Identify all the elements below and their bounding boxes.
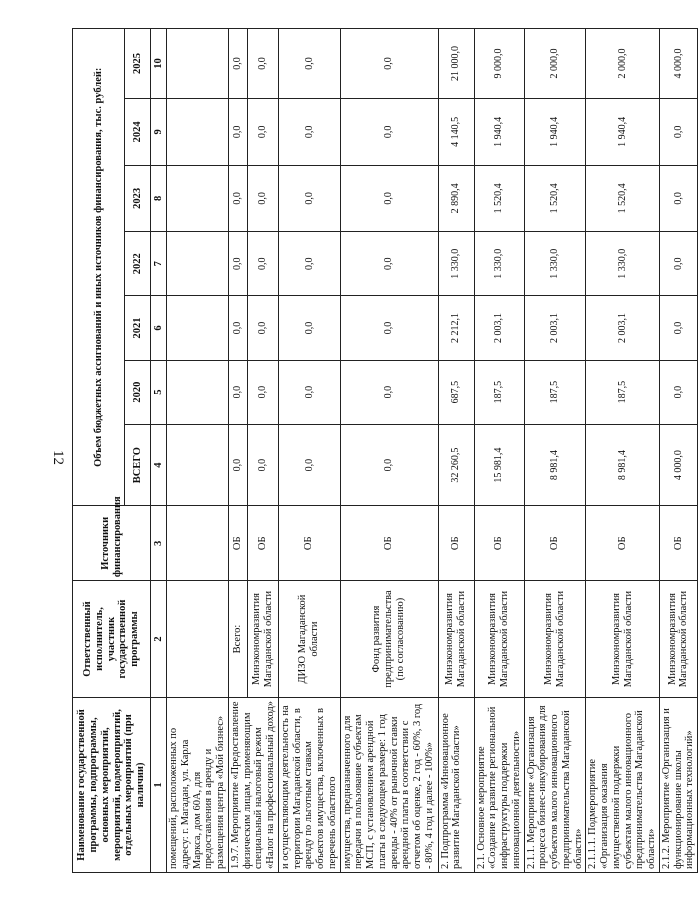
column-number: 6 [151, 296, 167, 360]
value-2021 [167, 296, 229, 360]
value-2023: 0,0 [248, 165, 278, 232]
column-number: 1 [151, 697, 167, 872]
row-executor [167, 581, 229, 698]
row-name: и осуществляющим деятельность на территории Магаданской области, в аренду по льготным ставкам объектов имущества, включенных в перечень областного [278, 697, 340, 872]
table-row [474, 29, 524, 873]
value-total: 32 260,5 [438, 424, 474, 506]
value-total: 0,0 [228, 424, 248, 506]
value-2025: 0,0 [248, 29, 278, 99]
row-name: 2. Подпрограмма «Инновационное развитие Магаданской области» [438, 697, 474, 872]
value-2025: 2 000,0 [586, 29, 660, 99]
row-source: ОБ [278, 506, 340, 581]
header-year: 2025 [125, 29, 151, 99]
row-name: 2.1.2. Мероприятие «Организация и функционирование школы информационных технологий» [659, 697, 697, 872]
row-source: ОБ [438, 506, 474, 581]
value-2021: 0,0 [248, 296, 278, 360]
value-2021: 0,0 [228, 296, 248, 360]
row-source: ОБ [340, 506, 438, 581]
header-total: ВСЕГО [125, 424, 151, 506]
financing-table [72, 28, 698, 873]
row-source: ОБ [474, 506, 524, 581]
value-total: 8 981,4 [524, 424, 586, 506]
value-2025: 0,0 [340, 29, 438, 99]
row-name: имущества, предназначенного для передачи в пользование субъектам МСП, с установлением арендной платы в следующем размере: 1 год аренды - 40% от рыночной ставки арендной платы в соответствии с отчетом об оценке, 2 год - 60%, 3 год - 80%, 4 год и далее - 100%» [340, 697, 438, 872]
value-2023: 0,0 [278, 165, 340, 232]
value-2024 [167, 99, 229, 166]
column-number: 7 [151, 232, 167, 296]
value-2022: 0,0 [340, 232, 438, 296]
header-year: 2020 [125, 360, 151, 424]
page-number: 12 [50, 450, 66, 465]
header-executor: Ответственный исполнитель, участник государственной программы [73, 581, 151, 698]
row-source: ОБ [228, 506, 248, 581]
row-executor: Всего: [228, 581, 248, 698]
value-2025 [167, 29, 229, 99]
column-number: 9 [151, 99, 167, 166]
header-year: 2024 [125, 99, 151, 166]
table-row [228, 29, 248, 873]
value-2024: 1 940,4 [524, 99, 586, 166]
row-executor: Минэкономразвития Магаданской области [524, 581, 586, 698]
header-year: 2022 [125, 232, 151, 296]
value-2021: 0,0 [278, 296, 340, 360]
table-row [167, 29, 229, 873]
header-name: Наименование государственной программы, подпрограммы, основных мероприятий, мероприятий, подмероприятий, отдельных мероприятий (при наличии) [73, 697, 151, 872]
rotated-table-wrapper [72, 28, 696, 873]
value-2024: 0,0 [278, 99, 340, 166]
value-2024: 0,0 [248, 99, 278, 166]
value-2020: 0,0 [248, 360, 278, 424]
value-2023: 1 520,4 [586, 165, 660, 232]
value-2020: 187,5 [524, 360, 586, 424]
value-2020: 687,5 [438, 360, 474, 424]
value-2022: 1 330,0 [474, 232, 524, 296]
row-source: ОБ [659, 506, 697, 581]
table-row [438, 29, 474, 873]
value-2025: 0,0 [228, 29, 248, 99]
value-2025: 21 000,0 [438, 29, 474, 99]
value-total: 0,0 [278, 424, 340, 506]
column-number-row [151, 29, 167, 873]
header-year: 2021 [125, 296, 151, 360]
row-name: 1.9.7. Мероприятие «Предоставление физическим лицам, применяющим специальный налоговый режим «Налог на профессиональный доход» [228, 697, 278, 872]
value-2022: 1 330,0 [586, 232, 660, 296]
row-executor: Минэкономразвития Магаданской области [474, 581, 524, 698]
value-total: 0,0 [248, 424, 278, 506]
row-executor: ДИЗО Магаданской области [278, 581, 340, 698]
value-2022 [167, 232, 229, 296]
value-2025: 0,0 [278, 29, 340, 99]
value-2022: 1 330,0 [438, 232, 474, 296]
value-2023: 0,0 [340, 165, 438, 232]
value-2024: 4 140,5 [438, 99, 474, 166]
value-2024: 1 940,4 [474, 99, 524, 166]
value-2020: 0,0 [659, 360, 697, 424]
column-number: 4 [151, 424, 167, 506]
row-name: 2.1. Основное мероприятие «Создание и развитие региональной инфраструктуры поддержки инновационной деятельности» [474, 697, 524, 872]
value-2022: 0,0 [278, 232, 340, 296]
value-2024: 0,0 [228, 99, 248, 166]
row-source [167, 506, 229, 581]
row-executor: Минэкономразвития Магаданской области [248, 581, 278, 698]
header-volume: Объем бюджетных ассигнований и иных источников финансирования, тыс. рублей: [73, 29, 125, 506]
table-row [278, 29, 340, 873]
value-2024: 1 940,4 [586, 99, 660, 166]
value-2025: 9 000,0 [474, 29, 524, 99]
header-year: 2023 [125, 165, 151, 232]
value-2021: 2 003,1 [586, 296, 660, 360]
value-total [167, 424, 229, 506]
value-2025: 2 000,0 [524, 29, 586, 99]
row-executor: Минэкономразвития Магаданской области [659, 581, 697, 698]
value-2020: 0,0 [278, 360, 340, 424]
value-2022: 0,0 [228, 232, 248, 296]
value-2025: 4 000,0 [659, 29, 697, 99]
value-2020 [167, 360, 229, 424]
row-source: ОБ [586, 506, 660, 581]
value-total: 4 000,0 [659, 424, 697, 506]
value-2021: 0,0 [340, 296, 438, 360]
row-name: помещений, расположенных по адресу: г. Магадан, ул. Карла Маркса, дом 60А, для предоставления в аренду и размещения центра «Мой бизнес» [167, 697, 229, 872]
row-source: ОБ [248, 506, 278, 581]
column-number: 8 [151, 165, 167, 232]
value-2023: 1 520,4 [524, 165, 586, 232]
value-2021: 2 003,1 [524, 296, 586, 360]
value-total: 15 981,4 [474, 424, 524, 506]
value-2024: 0,0 [340, 99, 438, 166]
value-2022: 1 330,0 [524, 232, 586, 296]
value-2023 [167, 165, 229, 232]
value-total: 0,0 [340, 424, 438, 506]
value-2022: 0,0 [659, 232, 697, 296]
table-row [659, 29, 697, 873]
value-2023: 0,0 [659, 165, 697, 232]
table-row [586, 29, 660, 873]
value-2023: 2 890,4 [438, 165, 474, 232]
table-row [340, 29, 438, 873]
row-name: 2.1.1. Мероприятие «Организация процесса бизнес-инкубирования для субъектов малого инновационного предпринимательства Магаданской области» [524, 697, 586, 872]
value-total: 8 981,4 [586, 424, 660, 506]
column-number: 3 [151, 506, 167, 581]
value-2023: 1 520,4 [474, 165, 524, 232]
column-number: 10 [151, 29, 167, 99]
value-2022: 0,0 [248, 232, 278, 296]
value-2020: 187,5 [586, 360, 660, 424]
table-row [524, 29, 586, 873]
row-executor: Минэкономразвития Магаданской области [438, 581, 474, 698]
row-name: 2.1.1.1. Подмероприятие «Организация оказания имущественной поддержки субъектам малого инновационного предпринимательства Магаданской области» [586, 697, 660, 872]
column-number: 2 [151, 581, 167, 698]
value-2021: 2 003,1 [474, 296, 524, 360]
row-executor: Фонд развития предпринимательства (по согласованию) [340, 581, 438, 698]
header-sources: Источники финансирования [73, 506, 151, 581]
value-2024: 0,0 [659, 99, 697, 166]
value-2020: 0,0 [228, 360, 248, 424]
value-2023: 0,0 [228, 165, 248, 232]
value-2021: 2 212,1 [438, 296, 474, 360]
row-executor: Минэкономразвития Магаданской области [586, 581, 660, 698]
value-2020: 0,0 [340, 360, 438, 424]
row-source: ОБ [524, 506, 586, 581]
column-number: 5 [151, 360, 167, 424]
value-2020: 187,5 [474, 360, 524, 424]
value-2021: 0,0 [659, 296, 697, 360]
